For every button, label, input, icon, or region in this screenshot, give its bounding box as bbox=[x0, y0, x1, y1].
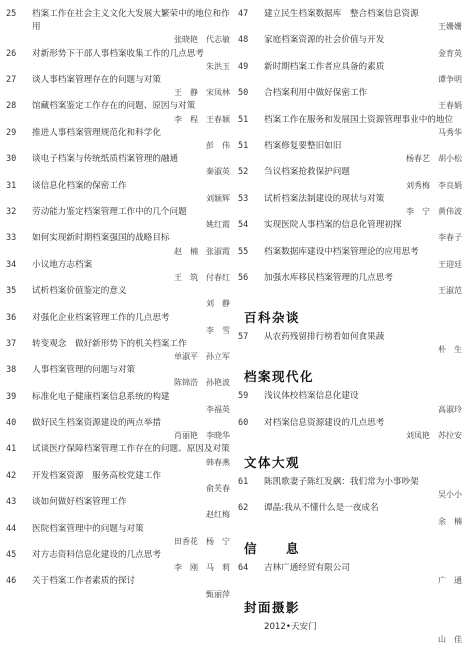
entry-author: 肖丽艳 李晓华 bbox=[174, 431, 230, 441]
entry-page-number: 35 bbox=[6, 286, 17, 297]
section-heading: 文体大观 bbox=[244, 454, 301, 470]
entry-title: 对档案信息资源建设的几点思考 bbox=[264, 417, 385, 428]
entry-title: 实现医院人事档案的信息化管理初探 bbox=[264, 220, 402, 231]
entry-page-number: 27 bbox=[6, 74, 17, 85]
toc-entry bbox=[6, 74, 230, 98]
entry-page-number: 32 bbox=[6, 206, 17, 217]
entry-page-number: 57 bbox=[238, 332, 249, 343]
toc-entry bbox=[238, 193, 462, 217]
entry-author: 李福英 bbox=[206, 404, 230, 414]
entry-author: 田香花 杨 宁 bbox=[174, 536, 230, 546]
toc-right-column bbox=[238, 8, 462, 647]
entry-page-number: 38 bbox=[6, 365, 17, 376]
toc-entry bbox=[6, 180, 230, 204]
entry-page-number: 51 bbox=[238, 114, 249, 125]
entry-page-number: 52 bbox=[238, 167, 249, 178]
toc-entry bbox=[238, 417, 462, 441]
entry-title: 做好民生档案资源建设的两点举措 bbox=[32, 418, 161, 429]
entry-author: 刘 静 bbox=[206, 299, 230, 309]
entry-title: 吉林广通经贸有限公司 bbox=[264, 562, 350, 573]
entry-author: 谭争明 bbox=[438, 74, 462, 84]
toc-entry bbox=[6, 338, 230, 362]
toc-entry bbox=[6, 364, 230, 388]
entry-title: 档案数据库建设中档案管理论的应用思考 bbox=[264, 246, 419, 257]
toc-entry bbox=[6, 8, 230, 45]
entry-page-number: 43 bbox=[6, 497, 17, 508]
toc-entry bbox=[6, 206, 230, 230]
toc-entry bbox=[238, 219, 462, 243]
entry-title: 对方志资料信息化建设的几点思考 bbox=[32, 550, 161, 561]
entry-page-number: 39 bbox=[6, 391, 17, 402]
entry-page-number: 30 bbox=[6, 154, 17, 165]
toc-entry bbox=[6, 312, 230, 336]
entry-author: 刘凤艳 苏拉安 bbox=[406, 430, 462, 440]
entry-page-number: 34 bbox=[6, 259, 17, 270]
entry-title: 劳动能力鉴定档案管理工作中的几个问题 bbox=[32, 206, 187, 217]
toc-entry bbox=[238, 61, 462, 85]
entry-title: 加强水库移民档案管理的几点思考 bbox=[264, 272, 393, 283]
entry-title: 如何实现新时期档案强国的战略目标 bbox=[32, 233, 170, 244]
entry-author: 马秀华 bbox=[438, 127, 462, 137]
toc-entry bbox=[238, 621, 462, 645]
entry-author: 张晓艳 代志敏 bbox=[174, 35, 230, 45]
entry-page-number: 44 bbox=[6, 523, 17, 534]
entry-title: 试谈医疗保障档案管理工作存在的问题、原因及对策 bbox=[32, 444, 230, 455]
entry-author: 刘秀梅 李良娟 bbox=[406, 180, 462, 190]
toc-entry bbox=[6, 470, 230, 494]
toc-entry bbox=[238, 114, 462, 138]
toc-entry bbox=[238, 34, 462, 58]
entry-title: 浅议体校档案信息化建设 bbox=[264, 391, 359, 402]
entry-author: 俞芙春 bbox=[206, 484, 230, 494]
entry-title: 小议地方志档案 bbox=[32, 259, 93, 270]
entry-title: 转变观念 做好新形势下的机关档案工作 bbox=[32, 338, 187, 349]
entry-page-number: 29 bbox=[6, 127, 17, 138]
entry-title: 医院档案管理中的问题与对策 bbox=[32, 523, 144, 534]
toc-entry bbox=[238, 390, 462, 414]
entry-page-number: 50 bbox=[238, 88, 249, 99]
entry-page-number: 55 bbox=[238, 246, 249, 257]
entry-author: 王迎廷 bbox=[438, 259, 462, 269]
entry-title: 馆藏档案鉴定工作存在的问题、原因与对策 bbox=[32, 101, 196, 112]
toc-entry bbox=[6, 127, 230, 151]
entry-page-number: 49 bbox=[238, 61, 249, 72]
toc-entry bbox=[6, 496, 230, 520]
toc-left-column bbox=[6, 8, 230, 602]
entry-author: 单淑平 孙立军 bbox=[174, 352, 230, 362]
entry-title: 试析档案法制建设的现状与对策 bbox=[264, 193, 385, 204]
entry-page-number: 51 bbox=[238, 140, 249, 151]
entry-author: 王姗姗 bbox=[438, 22, 462, 32]
entry-title: 2012•天安门 bbox=[264, 621, 317, 632]
entry-author: 朴 生 bbox=[438, 345, 462, 355]
toc-entry bbox=[238, 502, 462, 526]
entry-title: 谭晶:我从不懂什么是一夜成名 bbox=[264, 503, 379, 514]
entry-title: 家庭档案资源的社会价值与开发 bbox=[264, 35, 385, 46]
entry-page-number: 59 bbox=[238, 391, 249, 402]
entry-author: 赵红梅 bbox=[206, 510, 230, 520]
entry-page-number: 62 bbox=[238, 503, 249, 514]
entry-title: 陈凯歌妻子陈红发飙：我们常为小事吵架 bbox=[264, 476, 419, 487]
entry-page-number: 56 bbox=[238, 272, 249, 283]
toc-entry bbox=[6, 259, 230, 283]
toc-entry bbox=[238, 140, 462, 164]
entry-page-number: 25 bbox=[6, 9, 17, 19]
toc-entry bbox=[6, 523, 230, 547]
toc-entry bbox=[6, 232, 230, 256]
toc-entry bbox=[6, 549, 230, 573]
entry-title: 档案修复要整旧如旧 bbox=[264, 140, 342, 151]
toc-entry bbox=[238, 272, 462, 296]
entry-title: 档案工作在社会主义文化大发展大繁荣中的地位和作用 bbox=[32, 9, 230, 33]
entry-author: 陈锦浩 孙艳波 bbox=[174, 378, 230, 388]
entry-page-number: 26 bbox=[6, 48, 17, 59]
entry-page-number: 37 bbox=[6, 338, 17, 349]
entry-author: 杨春艺 胡小松 bbox=[406, 154, 462, 164]
entry-page-number: 53 bbox=[238, 193, 249, 204]
entry-author: 彭 伟 bbox=[206, 140, 230, 150]
entry-author: 赵 楠 张淑霞 bbox=[174, 246, 230, 256]
entry-title: 建立民生档案数据库 整合档案信息资源 bbox=[264, 9, 419, 19]
entry-page-number: 40 bbox=[6, 418, 17, 429]
entry-page-number: 31 bbox=[6, 180, 17, 191]
toc-entry bbox=[6, 443, 230, 467]
entry-page-number: 60 bbox=[238, 417, 249, 428]
section-heading: 档案现代化 bbox=[244, 369, 315, 385]
section-heading: 封面摄影 bbox=[244, 599, 301, 615]
entry-author: 山 佳 bbox=[438, 634, 462, 644]
entry-author: 余 楠 bbox=[438, 516, 462, 526]
toc-entry bbox=[238, 331, 462, 355]
entry-title: 谈信息化档案的保密工作 bbox=[32, 180, 127, 191]
toc-entry bbox=[6, 100, 230, 124]
entry-page-number: 64 bbox=[238, 562, 249, 573]
entry-author: 李 雪 bbox=[206, 325, 230, 335]
toc-entry bbox=[238, 8, 462, 32]
entry-title: 开发档案资源 服务高校党建工作 bbox=[32, 470, 161, 481]
entry-author: 广 通 bbox=[438, 575, 462, 585]
toc-entry bbox=[238, 246, 462, 270]
toc-entry bbox=[238, 562, 462, 586]
entry-author: 刘颖辉 bbox=[206, 193, 230, 203]
entry-title: 对强化企业档案管理工作的几点思考 bbox=[32, 312, 170, 323]
entry-author: 吴小小 bbox=[438, 490, 462, 500]
entry-page-number: 36 bbox=[6, 312, 17, 323]
entry-title: 推进人事档案管理规范化和科学化 bbox=[32, 127, 161, 138]
entry-page-number: 33 bbox=[6, 233, 17, 244]
entry-author: 李春子 bbox=[438, 233, 462, 243]
entry-title: 新时期档案工作者应具备的素质 bbox=[264, 61, 385, 72]
toc-entry bbox=[238, 166, 462, 190]
entry-title: 谈人事档案管理存在的问题与对策 bbox=[32, 74, 161, 85]
entry-page-number: 41 bbox=[6, 444, 17, 455]
entry-author: 王春娟 bbox=[438, 101, 462, 111]
entry-page-number: 45 bbox=[6, 550, 17, 561]
entry-page-number: 61 bbox=[238, 476, 249, 487]
entry-title: 从农药残留排行榜看如何食果蔬 bbox=[264, 332, 385, 343]
toc-entry bbox=[6, 285, 230, 309]
entry-author: 秦淑英 bbox=[206, 167, 230, 177]
entry-title: 试析档案价值鉴定的意义 bbox=[32, 286, 127, 297]
entry-author: 朱洪玉 bbox=[206, 61, 230, 71]
toc-entry bbox=[6, 391, 230, 415]
entry-page-number: 54 bbox=[238, 220, 249, 231]
entry-author: 李 宁 黄伟波 bbox=[406, 206, 462, 216]
toc-entry bbox=[6, 153, 230, 177]
section-heading: 百科杂谈 bbox=[244, 310, 301, 326]
entry-page-number: 47 bbox=[238, 9, 249, 19]
entry-title: 档案工作在服务和发展国土资源管理事业中的地位 bbox=[264, 114, 454, 125]
entry-author: 王淑范 bbox=[438, 286, 462, 296]
entry-author: 韩春燕 bbox=[206, 457, 230, 467]
entry-title: 谈电子档案与传统纸质档案管理的融通 bbox=[32, 154, 179, 165]
entry-author: 李 程 王春颖 bbox=[174, 114, 230, 124]
entry-title: 标准化电子健康档案信息系统的构建 bbox=[32, 391, 170, 402]
entry-title: 关于档案工作者素质的探讨 bbox=[32, 576, 136, 587]
entry-author: 金育英 bbox=[438, 48, 462, 58]
entry-author: 李 刚 马 莉 bbox=[174, 563, 230, 573]
entry-title: 合档案利用中做好保密工作 bbox=[264, 88, 368, 99]
entry-page-number: 28 bbox=[6, 101, 17, 112]
entry-page-number: 42 bbox=[6, 470, 17, 481]
entry-author: 姚红霞 bbox=[206, 220, 230, 230]
toc-entry bbox=[238, 476, 462, 500]
entry-author: 王 静 宋凤林 bbox=[174, 88, 230, 98]
section-heading: 信 息 bbox=[244, 540, 301, 556]
entry-title: 人事档案管理的问题与对策 bbox=[32, 365, 136, 376]
toc-entry bbox=[6, 48, 230, 72]
toc-entry bbox=[6, 417, 230, 441]
entry-title: 谈如何做好档案管理工作 bbox=[32, 497, 127, 508]
entry-page-number: 48 bbox=[238, 35, 249, 46]
entry-title: 对新形势下干部人事档案收集工作的几点思考 bbox=[32, 48, 204, 59]
entry-title: 刍议档案抢救保护问题 bbox=[264, 167, 350, 178]
toc-entry bbox=[238, 87, 462, 111]
entry-page-number: 46 bbox=[6, 576, 17, 587]
toc-entry bbox=[6, 575, 230, 599]
entry-author: 甄丽萍 bbox=[206, 589, 230, 599]
entry-author: 王 筑 付春红 bbox=[174, 272, 230, 282]
entry-author: 高淑玲 bbox=[438, 404, 462, 414]
